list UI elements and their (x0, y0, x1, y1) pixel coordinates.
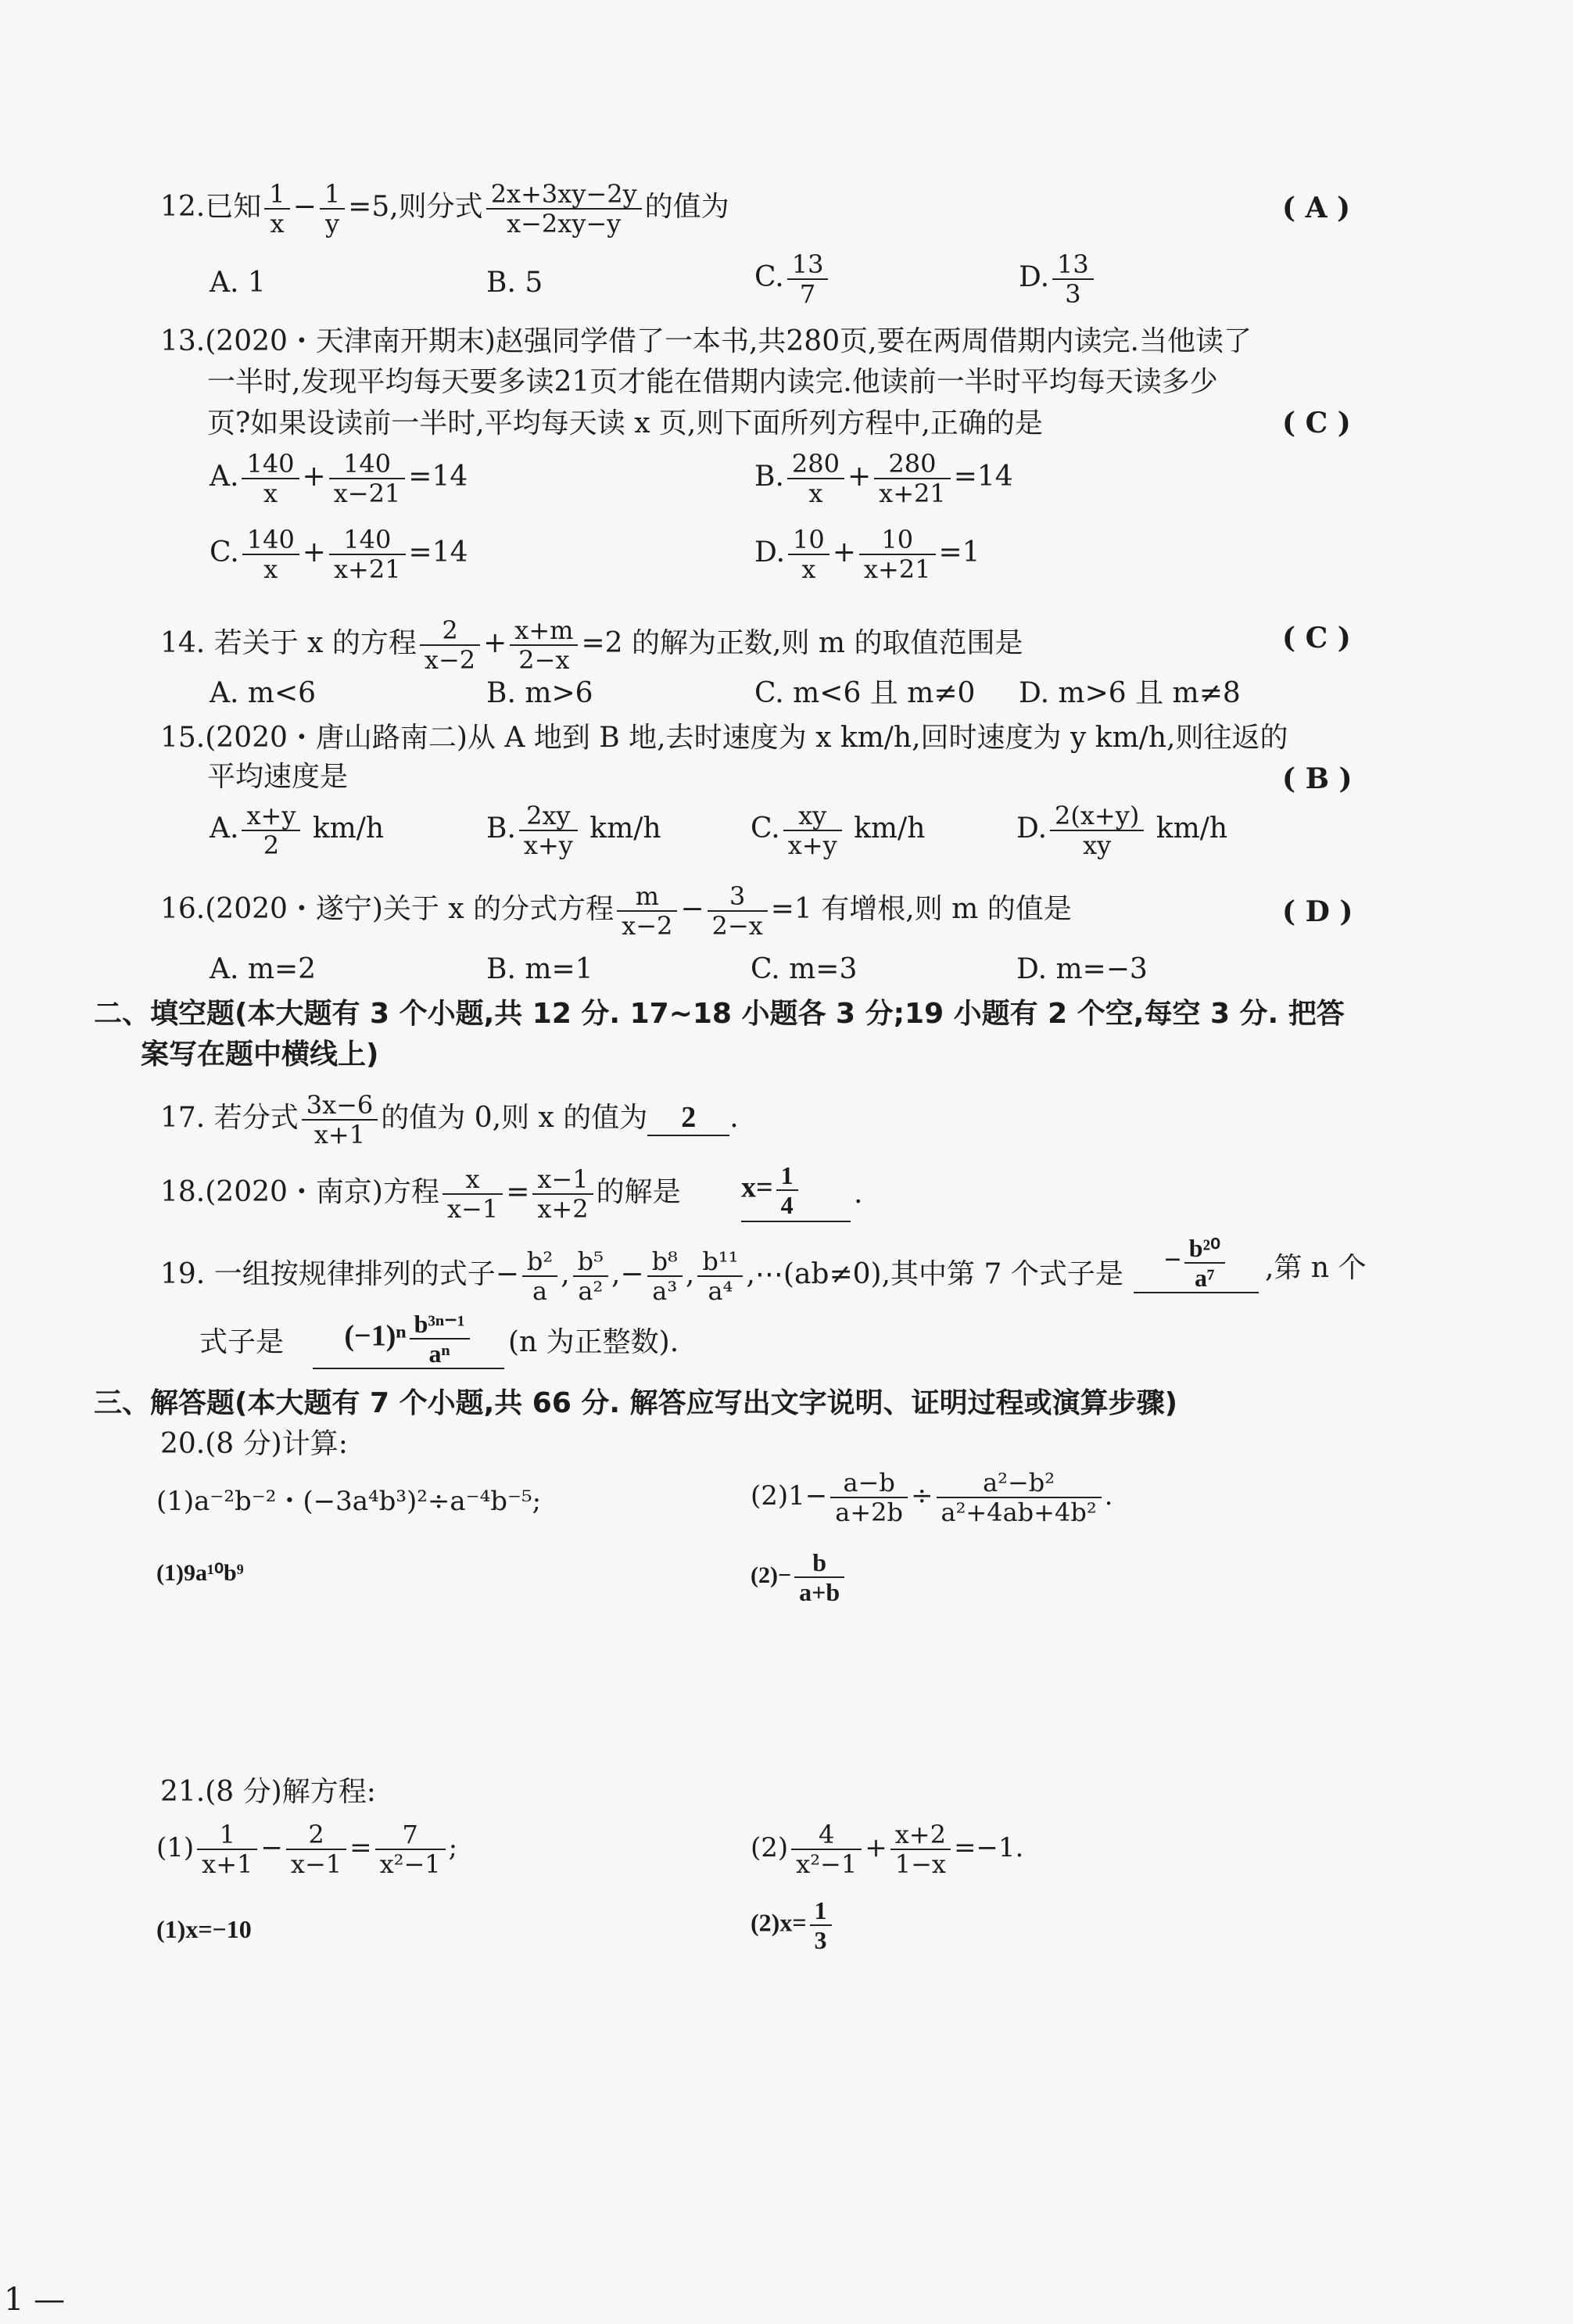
q14-option-b: B. m>6 (486, 677, 593, 709)
q16-frac1: $\frac{m}{x-2}$ (617, 882, 677, 940)
q14-option-c: C. m<6 且 m≠0 (754, 677, 976, 709)
q12-pre: 已知 (205, 191, 262, 223)
section3-heading: 三、解答题(本大题有 7 个小题,共 66 分. 解答应写出文字说明、证明过程或演算步骤) (94, 1387, 1178, 1419)
q15-line2: 平均速度是 (207, 761, 349, 793)
q19-stem: 19. 一组按规律排列的式子− $\frac{\text{b²}}{a}$ , $\frac{\text{b⁵}}{\text{a²}}$ ,− $\frac{\text{b⁸}}{\text{a³}}$ , $\frac{\text{b¹¹}}{\text{a⁴}}$ ,⋯(ab≠0),其中第 7 个式子是 (160, 1246, 1123, 1306)
q14-frac2: $\frac{x+m}{2-x}$ (510, 616, 578, 674)
q12-option-c: C. $\frac{13}{7}$ (754, 250, 831, 308)
q13-line1: 13.(2020・天津南开期末)赵强同学借了一本书,共280页,要在两周借期内读完.当他读了 (160, 325, 1252, 357)
q12-stem: 12.已知 $\frac{1}{x}$ − $\frac{1}{y}$ =5,则分式 $\frac{2x+3xy-2y}{x-2xy-y}$ 的值为 (160, 179, 729, 238)
q16-answer: ( D ) (1282, 895, 1353, 928)
q15-option-a: A. $\frac{x+y}{2}$ km/h (210, 801, 385, 860)
q13-option-a: A. $\frac{140}{x}$ + $\frac{140}{x-21}$ =14 (210, 449, 468, 508)
q17-answer-blank: 2 (647, 1100, 729, 1136)
q14-stem: 14. 若关于 x 的方程 $\frac{2}{x-2}$ + $\frac{x+m}{2-x}$ =2 的解为正数,则 m 的取值范围是 (160, 615, 1023, 675)
section2-heading-line2: 案写在题中横线上) (141, 1038, 379, 1071)
q17-stem: 17. 若分式 $\frac{3x-6}{x+1}$ 的值为 0,则 x 的值为 2 . (160, 1090, 739, 1149)
q15-option-b: B. $\frac{2xy}{x+y}$ km/h (486, 801, 661, 860)
q19-answer-blank-2: (−1)ⁿ $\frac{\text{b³ⁿ⁻¹}}{\text{aⁿ}}$ (313, 1310, 504, 1369)
q21-answer-1: (1)x=−10 (156, 1915, 252, 1943)
q15-answer: ( B ) (1282, 762, 1353, 795)
q13-option-c: C. $\frac{140}{x}$ + $\frac{140}{x+21}$ =14 (210, 525, 468, 584)
q14-option-d: D. m>6 且 m≠8 (1019, 677, 1241, 709)
page-footer: 1 — (4, 2282, 66, 2318)
q12-frac3: $\frac{2x+3xy-2y}{x-2xy-y}$ (486, 180, 642, 238)
q16-option-a: A. m=2 (210, 953, 317, 985)
q12-frac1: $\frac{1}{x}$ (264, 180, 289, 238)
q16-option-c: C. m=3 (751, 953, 858, 985)
q12-number: 12. (160, 191, 206, 223)
q18-end: . (854, 1178, 863, 1210)
q19-answer-blank-1: − $\frac{\text{b²⁰}}{\text{a⁷}}$ (1134, 1234, 1259, 1293)
q21-part1: (1) $\frac{1}{x+1}$ − $\frac{2}{x-1}$ = $\frac{7}{\text{x²−1}}$ ; (156, 1820, 458, 1879)
q21-answer-2: (2)x= $\frac{1}{3}$ (751, 1896, 835, 1954)
q13-option-b: B. $\frac{280}{x}$ + $\frac{280}{x+21}$ =14 (754, 449, 1013, 508)
q20-answer-1: (1)9a¹⁰b⁹ (156, 1560, 244, 1586)
q13-answer: ( C ) (1282, 407, 1351, 439)
q20-part1: (1)a⁻²b⁻²・(−3a⁴b³)²÷a⁻⁴b⁻⁵; (156, 1486, 542, 1517)
q15-option-d: D. $\frac{2(x+y)}{xy}$ km/h (1016, 801, 1228, 860)
q12-answer: ( A ) (1282, 192, 1351, 224)
q14-option-a: A. m<6 (210, 677, 317, 709)
q12-option-a: A. 1 (210, 267, 266, 299)
q12-option-b: B. 5 (486, 267, 543, 299)
q14-answer: ( C ) (1282, 622, 1351, 655)
q16-option-b: B. m=1 (486, 953, 593, 985)
q13-line2: 一半时,发现平均每天要多读21页才能在借期内读完.他读前一半时平均每天读多少 (207, 366, 1218, 398)
q20-answer-2: (2)− $\frac{b}{a+b}$ (751, 1548, 847, 1606)
q13-option-d: D. $\frac{10}{x}$ + $\frac{10}{x+21}$ =1 (754, 525, 980, 584)
q15-line1: 15.(2020・唐山路南二)从 A 地到 B 地,去时速度为 x km/h,回时速度为 y km/h,则往返的 (160, 722, 1288, 754)
q21-part2: (2) $\frac{4}{\text{x²−1}}$ + $\frac{x+2}{1-x}$ =−1. (751, 1820, 1024, 1879)
q14-frac1: $\frac{2}{x-2}$ (420, 616, 480, 674)
q13-line3: 页?如果设读前一半时,平均每天读 x 页,则下面所列方程中,正确的是 (207, 407, 1043, 439)
q20-title: 20.(8 分)计算: (160, 1428, 348, 1460)
q21-title: 21.(8 分)解方程: (160, 1776, 376, 1808)
q15-option-c: C. $\frac{xy}{x+y}$ km/h (751, 801, 926, 860)
q19-line2-pre: 式子是 (199, 1326, 285, 1358)
q16-stem: 16.(2020・遂宁)关于 x 的分式方程 $\frac{m}{x-2}$ − $\frac{3}{2-x}$ =1 有增根,则 m 的值是 (160, 881, 1072, 941)
q12-option-d: D. $\frac{13}{3}$ (1019, 250, 1097, 308)
q16-frac2: $\frac{3}{2-x}$ (708, 882, 768, 940)
q18-stem: 18.(2020・南京)方程 $\frac{x}{x-1}$ = $\frac{x-1}{x+2}$ 的解是 (160, 1164, 681, 1224)
section2-heading-line1: 二、填空题(本大题有 3 个小题,共 12 分. 17~18 小题各 3 分;19 小题有 2 个空,每空 3 分. 把答 (94, 998, 1345, 1030)
q20-part2: (2)1− $\frac{a-b}{a+2b}$ ÷ $\frac{\text{a²−b²}}{\text{a²+4ab+4b²}}$ . (751, 1468, 1113, 1527)
q19-mid2: ,第 n 个 (1265, 1252, 1367, 1284)
q16-option-d: D. m=−3 (1016, 953, 1148, 985)
q18-answer-blank: x= $\frac{1}{4}$ (741, 1161, 851, 1222)
q12-frac2: $\frac{1}{y}$ (320, 180, 345, 238)
q19-line2-post: (n 为正整数). (508, 1326, 679, 1358)
